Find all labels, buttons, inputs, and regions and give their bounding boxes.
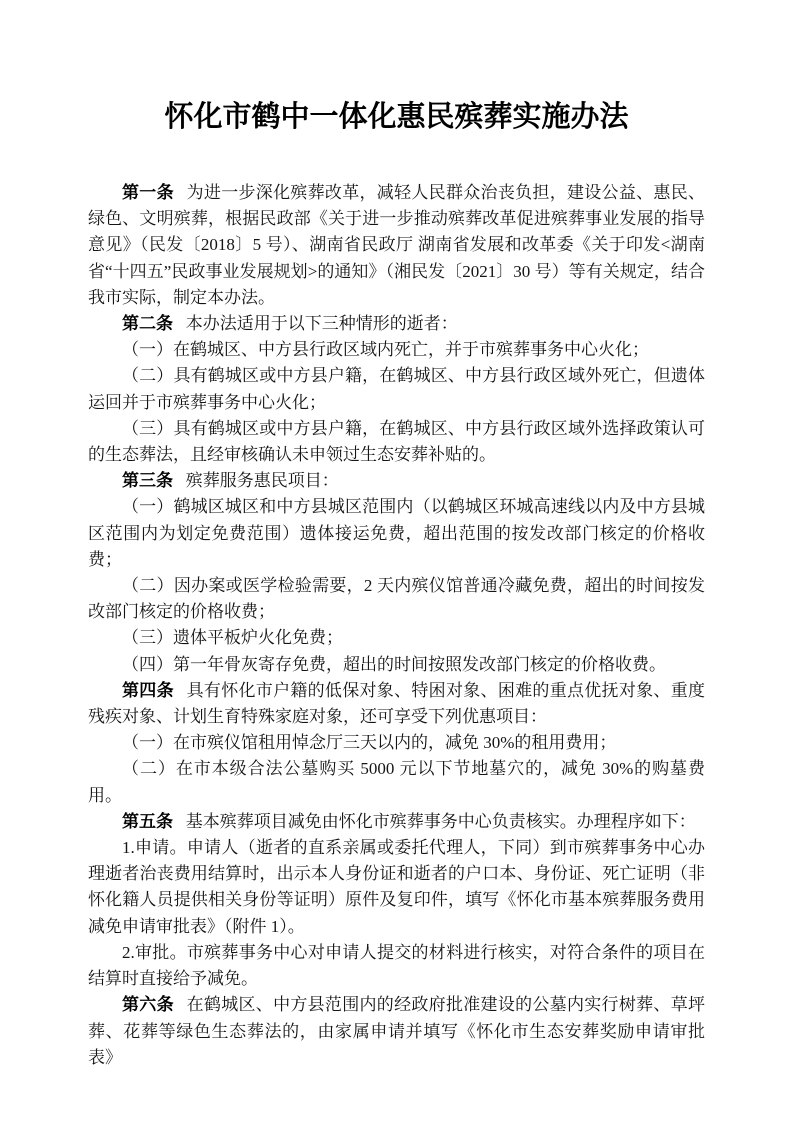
article-4-label: 第四条 [122,680,174,700]
article-2-text: 本办法适用于以下三种情形的逝者： [185,314,458,334]
article-2-item-1: （一）在鹤城区、中方县行政区域内死亡，并于市殡葬事务中心火化； [122,340,649,360]
article-5-step-2: 2.审批。市殡葬事务中心对申请人提交的材料进行核实，对符合条件的项目在结算时直接给予减免。 [88,942,705,989]
article-3-label: 第三条 [122,471,173,491]
article-1-label: 第一条 [122,183,174,202]
article-3-item-3: （三）遗体平板炉火化免费； [122,628,343,648]
article-2-item-2: （二）具有鹤城区或中方县户籍，在鹤城区、中方县行政区域外死亡，但遗体运回并于市殡葬事务中心火化； [88,366,705,412]
article-3-item-2: （二）因办案或医学检验需要，2 天内殡仪馆普通冷藏免费，超出的时间按发改部门核定的价格收费； [88,576,705,622]
article-1-text: 为进一步深化殡葬改革，减轻人民群众治丧负担，建设公益、惠民、绿色、文明殡葬，根据民政部《关于进一步推动殡葬改革促进殡葬事业发展的指导意见》（民发〔2018〕5 号）、湖南省民政厅 湖南省发展和改革委《关于印发<湖南省“十四五”民政事业发展规划>的通知》（湘民发〔2021〕30 号）等有关规定，结合我市实际，制定本办法。 [88,183,706,307]
article-4-item-2: （二）在市本级合法公墓购买 5000 元以下节地墓穴的，减免 30%的购墓费用。 [88,759,705,805]
article-3-text: 殡葬服务惠民项目： [185,471,339,491]
document-title: 怀化市鹤中一体化惠民殡葬实施办法 [164,101,629,133]
article-5-text: 基本殡葬项目减免由怀化市殡葬事务中心负责核实。办理程序如下： [185,811,696,831]
article-4 [88,678,705,730]
article-6-text: 在鹤城区、中方县范围内的经政府批准建设的公墓内实行树葬、草坪葬、花葬等绿色生态葬法的，由家属申请并填写《怀化市生态安葬奖励申请审批表》 [88,995,706,1067]
article-4-text: 具有怀化市户籍的低保对象、特困对象、困难的重点优抚对象、重度残疾对象、计划生育特殊家庭对象，还可享受下列优惠项目： [88,680,706,727]
article-5-step-1: 1.申请。申请人（逝者的直系亲属或委托代理人，下同）到市殡葬事务中心办理逝者治丧费用结算时，出示本人身份证和逝者的户口本、身份证、死亡证明（非怀化籍人员提供相关身份等证明）原件及复印件，填写《怀化市基本殡葬服务费用减免申请审批表》（附件 1）。 [88,838,705,936]
article-2 [88,311,705,337]
article-1 [88,180,705,311]
article-5 [88,809,705,835]
document-body [88,180,705,1071]
article-2-label: 第二条 [122,314,173,334]
article-2-item-3: （三）具有鹤城区或中方县户籍，在鹤城区、中方县行政区域外选择政策认可的生态葬法，且经审核确认未申领过生态安葬补贴的。 [88,418,705,465]
article-6 [88,992,705,1071]
article-6-label: 第六条 [122,995,174,1015]
article-3-item-1: （一）鹤城区城区和中方县城区范围内（以鹤城区环城高速线以内及中方县城区范围内为划定免费范围）遗体接运免费，超出范围的按发改部门核定的价格收费； [88,497,705,569]
article-3-item-4: （四）第一年骨灰寄存免费，超出的时间按照发改部门核定的价格收费。 [122,654,666,674]
article-3 [88,468,705,494]
article-5-label: 第五条 [122,811,173,831]
article-4-item-1: （一）在市殡仪馆租用悼念厅三天以内的，减免 30%的租用费用； [122,733,617,753]
